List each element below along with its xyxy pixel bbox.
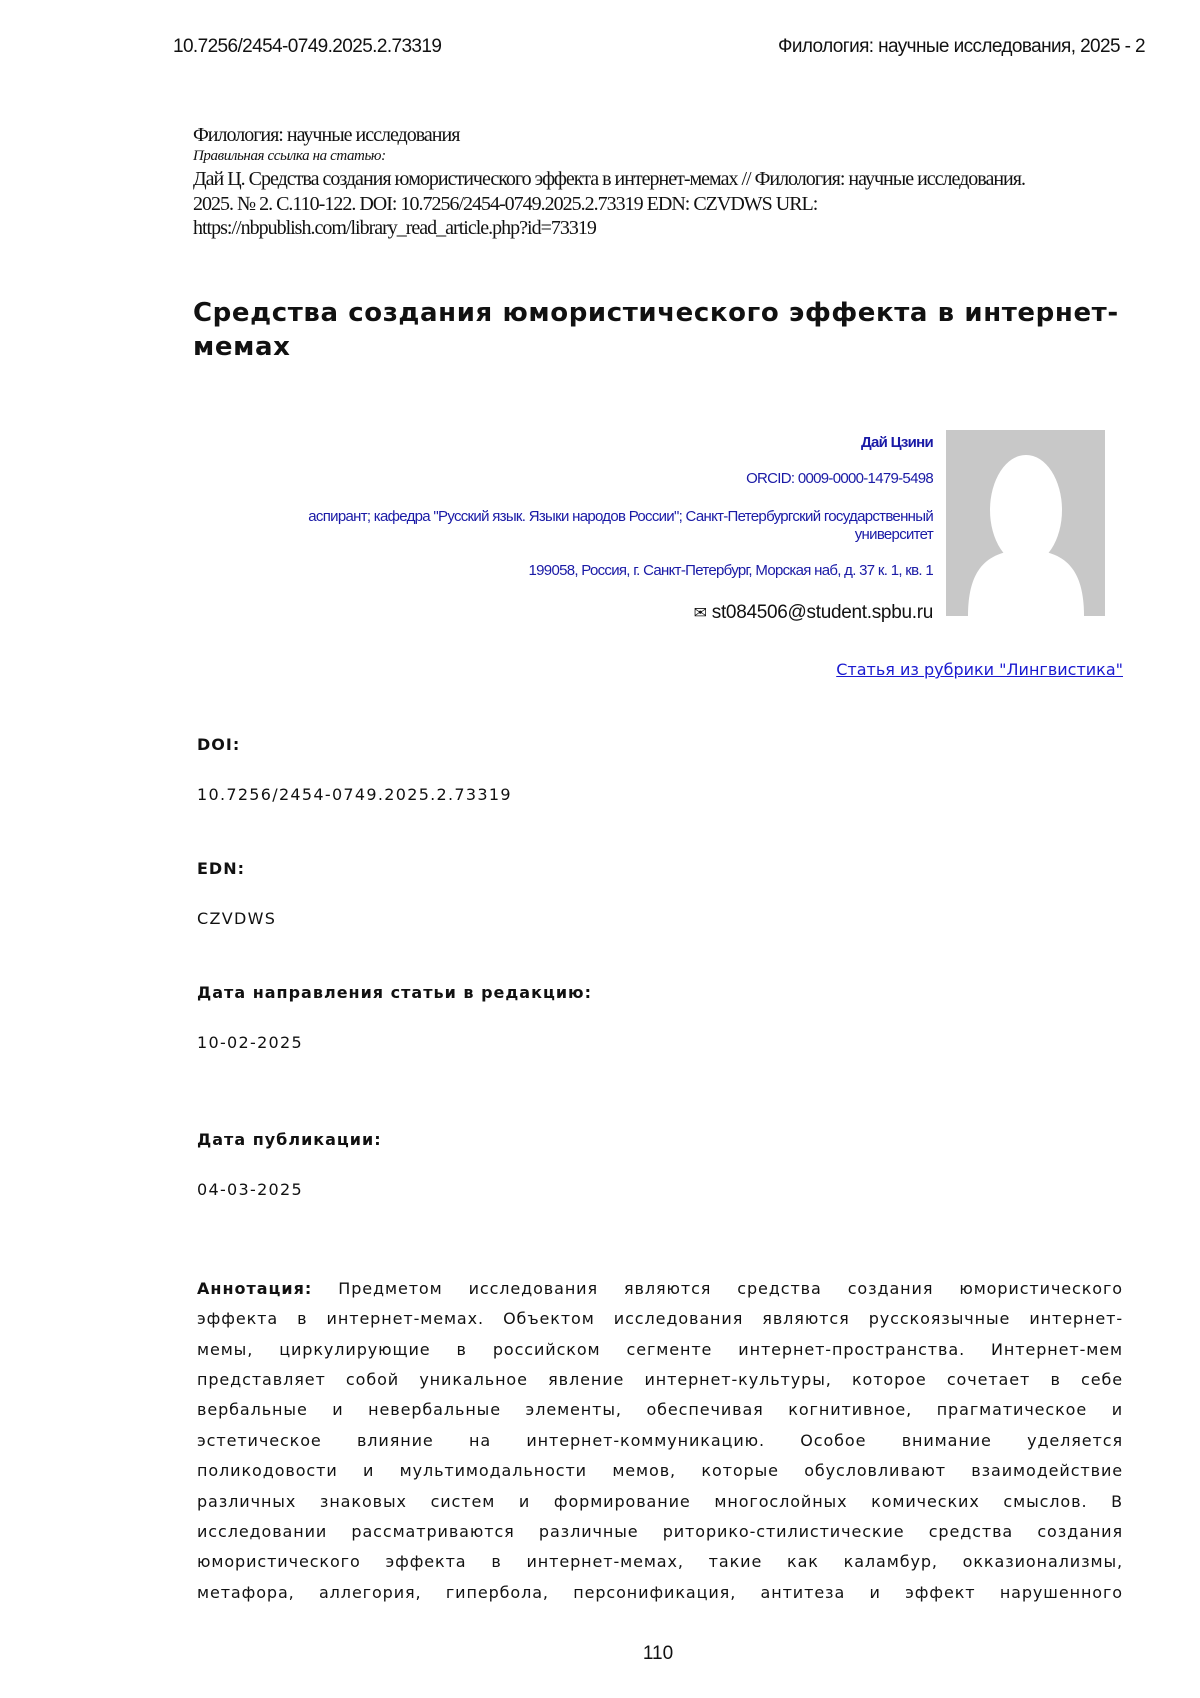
author-name: Дай Цзини <box>860 434 933 451</box>
citation-journal: Филология: научные исследования <box>193 124 460 146</box>
annotation-line: юмористического эффекта в интернет-мемах, такие как каламбур, окказионализмы, <box>197 1552 1123 1571</box>
avatar-silhouette-icon <box>946 430 1105 616</box>
author-email[interactable]: st084506@student.spbu.ru <box>711 602 933 623</box>
annotation-line <box>197 1279 1123 1298</box>
citation-label: Правильная ссылка на статью: <box>193 148 386 164</box>
author-address: 199058, Россия, г. Санкт-Петербург, Морская наб, д. 37 к. 1, кв. 1 <box>528 562 933 579</box>
citation-url: https://nbpublish.com/library_read_article.php?id=73319 <box>193 217 596 239</box>
doi-value: 10.7256/2454-0749.2025.2.73319 <box>197 785 512 804</box>
annotation-line: мемы, циркулирующие в российском сегменте интернет-пространства. Интернет-мем <box>197 1340 1123 1359</box>
published-label: Дата публикации: <box>197 1130 382 1149</box>
citation-line: 2025. № 2. С.110-122. DOI: 10.7256/2454-0749.2025.2.73319 EDN: CZVDWS URL: <box>193 193 818 215</box>
annotation-line: исследовании рассматриваются различные риторико-стилистические средства создания <box>197 1522 1123 1541</box>
header-journal: Филология: научные исследования, 2025 - 2 <box>777 36 1145 57</box>
annotation-line: вербальные и невербальные элементы, обеспечивая когнитивное, прагматическое и <box>197 1400 1123 1419</box>
article-title: Средства создания юмористического эффекта в интернет-мемах <box>193 298 1119 362</box>
author-affiliation: аспирант; кафедра "Русский язык. Языки народов России"; Санкт-Петербургский государственный <box>308 508 933 525</box>
published-value: 04-03-2025 <box>197 1180 303 1199</box>
author-orcid: ORCID: 0009-0000-1479-5498 <box>746 470 933 487</box>
annotation-label: Аннотация: <box>197 1279 313 1298</box>
edn-label: EDN: <box>197 859 245 878</box>
page-number: 110 <box>642 1643 674 1664</box>
author-affiliation-cont: университет <box>854 526 933 543</box>
submitted-value: 10-02-2025 <box>197 1033 303 1052</box>
submitted-label: Дата направления статьи в редакцию: <box>197 983 592 1002</box>
doi-label: DOI: <box>197 735 241 754</box>
annotation-line: поликодовости и мультимодальности мемов, которые обусловливают взаимодействие <box>197 1461 1123 1480</box>
annotation-line: эстетическое влияние на интернет-коммуникацию. Особое внимание уделяется <box>197 1431 1123 1450</box>
annotation-line: эффекта в интернет-мемах. Объектом исследования являются русскоязычные интернет- <box>197 1309 1123 1328</box>
author-email-row[interactable] <box>694 602 933 624</box>
envelope-icon: ✉ <box>693 605 707 622</box>
author-photo-placeholder <box>946 430 1105 616</box>
annotation-line: метафора, аллегория, гипербола, персонификация, антитеза и эффект нарушенного <box>197 1583 1123 1602</box>
annotation-text: Предметом исследования являются средства создания юмористического <box>338 1279 1123 1298</box>
rubric-link[interactable]: Статья из рубрики "Лингвистика" <box>836 660 1123 679</box>
annotation-line: различных знаковых систем и формирование многослойных комических смыслов. В <box>197 1492 1123 1511</box>
edn-value: CZVDWS <box>197 909 277 928</box>
citation-line: Дай Ц. Средства создания юмористического эффекта в интернет-мемах // Филология: научные исследования. <box>193 168 1025 190</box>
annotation-line: представляет собой уникальное явление интернет-культуры, которое сочетает в себе <box>197 1370 1123 1389</box>
header-doi: 10.7256/2454-0749.2025.2.73319 <box>173 36 442 57</box>
